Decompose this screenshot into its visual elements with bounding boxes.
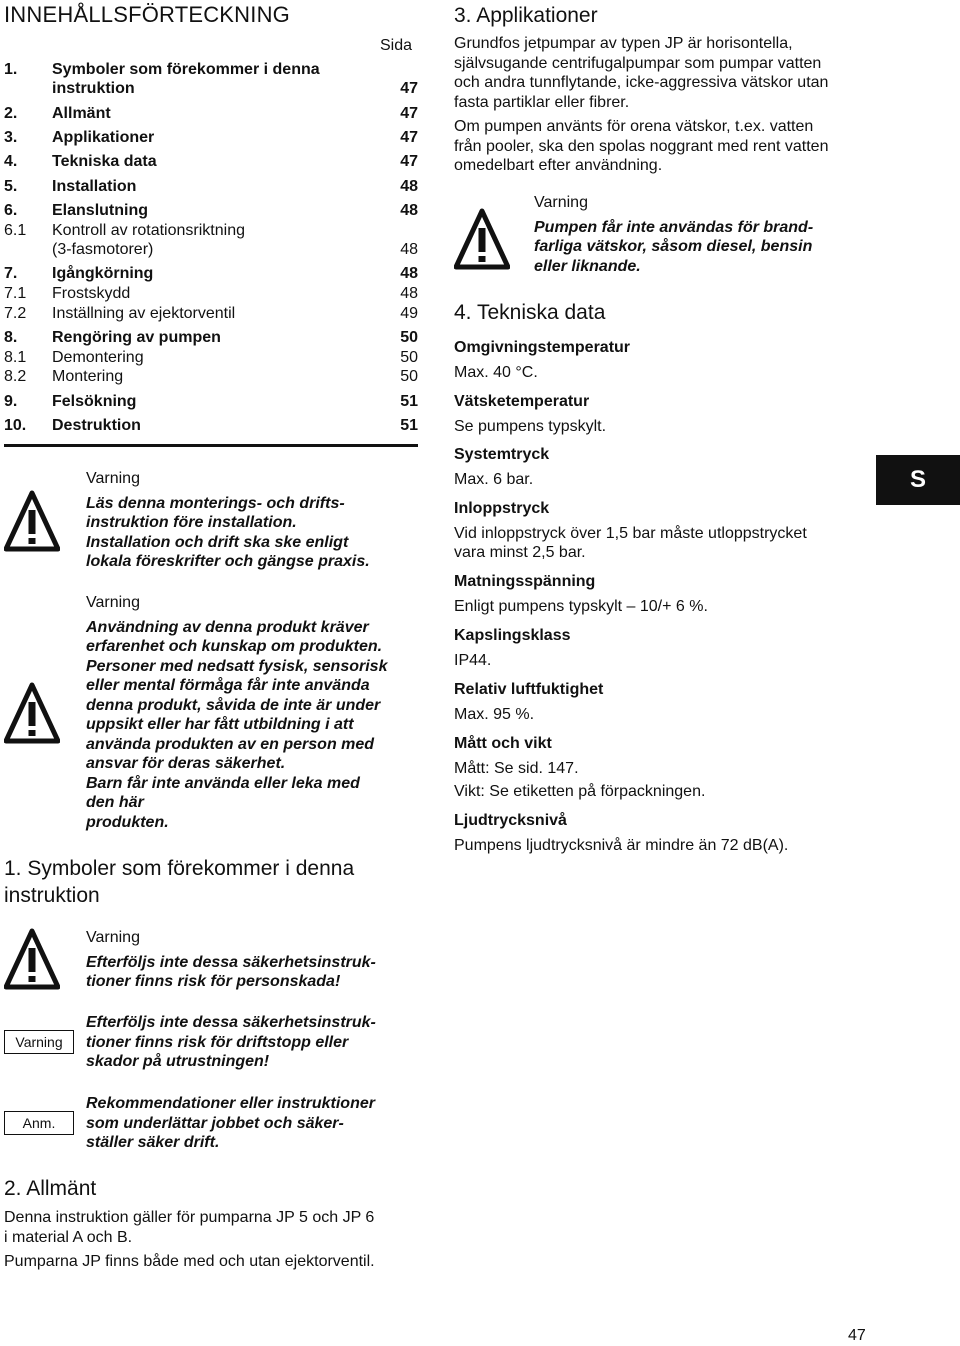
- warning-block-usage: [86, 593, 426, 832]
- symbol-note: [86, 1094, 426, 1153]
- section-3-heading: 3. Applikationer: [454, 4, 598, 27]
- toc-entry-title: Tekniska data: [52, 153, 157, 170]
- warning-triangle-icon: [4, 682, 60, 744]
- technical-data-value: Enligt pumpens typskylt – 10/+ 6 %.: [454, 597, 708, 615]
- toc-entry-page: 51: [400, 393, 418, 410]
- toc-entry-num: 8.1: [4, 349, 27, 366]
- warning-text: Läs denna monterings- och drifts- instruktion före installation. Installation och drift ska ske enligt lokala föreskrifter och gängse praxis.: [86, 494, 370, 570]
- toc-entry-title: Igångkörning: [52, 265, 154, 282]
- technical-data-title: Ljudtrycksnivå: [454, 812, 567, 829]
- technical-data-item: [454, 392, 874, 436]
- toc-entry-num: 5.: [4, 178, 18, 195]
- toc-entry-title: Montering: [52, 368, 124, 385]
- toc-entry-num: 8.2: [4, 368, 27, 385]
- technical-data-value: Mått: Se sid. 147.: [454, 759, 579, 777]
- toc-entry-title: Elanslutning: [52, 202, 148, 219]
- page-number: 47: [848, 1327, 866, 1344]
- technical-data-value: Vikt: Se etiketten på förpackningen.: [454, 783, 706, 800]
- toc-entry-page: 48: [400, 265, 418, 282]
- symbol-warning-personal-injury: [86, 928, 426, 992]
- toc-entry-num: 7.2: [4, 305, 27, 322]
- warning-label: Varning: [86, 470, 140, 487]
- toc-entry-num: 7.: [4, 265, 18, 282]
- toc-entry-title: Inställning av ejektorventil: [52, 305, 236, 322]
- technical-data-value: Vid inloppstryck över 1,5 bar måste utloppstrycket vara minst 2,5 bar.: [454, 524, 807, 561]
- toc-entry-num: 9.: [4, 393, 18, 410]
- warning-block-flammable: [534, 193, 874, 276]
- note-text: Rekommendationer eller instruktioner som underlättar jobbet och säker- ställer säker drift.: [86, 1095, 375, 1151]
- toc-entry-title: Kontroll av rotationsriktning: [52, 222, 245, 239]
- toc-entry-num: 8.: [4, 329, 18, 346]
- toc-entry-num: 6.1: [4, 222, 27, 239]
- warning-triangle-icon: [4, 928, 60, 990]
- toc-entry-title: (3-fasmotorer): [52, 241, 154, 258]
- warning-label: Varning: [86, 929, 140, 946]
- toc-entry-num: 3.: [4, 129, 18, 146]
- technical-data-title: Matningsspänning: [454, 573, 596, 590]
- toc-entry-num: 1.: [4, 61, 18, 78]
- warning-block-installation: [86, 469, 426, 572]
- technical-data-title: Omgivningstemperatur: [454, 339, 631, 356]
- toc-entry-num: 7.1: [4, 285, 27, 302]
- technical-data-value: Max. 6 bar.: [454, 470, 534, 488]
- section-2-paragraph-2: Pumparna JP finns både med och utan ejektorventil.: [4, 1253, 375, 1270]
- warning-text: Användning av denna produkt kräver erfarenhet och kunskap om produkten. Personer med nedsatt fysisk, sensorisk eller mental förmåga får inte använda denna produkt, såvida de inte är under uppsikt eller har fått utbildning i att använda produkten av en person med ansvar för deras säkerhet. Barn får inte använda eller leka med den här produkten.: [86, 618, 388, 831]
- section-3-paragraph-2: Om pumpen använts för orena vätskor, t.ex. vatten från pooler, ska den spolas noggrant med rent vatten omedelbart efter användning.: [454, 118, 829, 174]
- technical-data-title: Inloppstryck: [454, 500, 550, 517]
- toc-entry-num: 2.: [4, 105, 18, 122]
- toc-entry-title: Felsökning: [52, 393, 137, 410]
- warning-text: Efterföljs inte dessa säkerhetsinstruk- tioner finns risk för personskada!: [86, 953, 376, 990]
- technical-data-item: [454, 338, 874, 382]
- technical-data-item: [454, 680, 874, 724]
- technical-data-title: Relativ luftfuktighet: [454, 681, 604, 698]
- technical-data-title: Kapslingsklass: [454, 627, 571, 644]
- section-4-heading: 4. Tekniska data: [454, 301, 606, 324]
- toc-entry-page: 51: [400, 417, 418, 434]
- toc-entry-title: Allmänt: [52, 105, 111, 122]
- language-tab-s: S: [876, 455, 960, 505]
- toc-entry-page: 48: [400, 241, 418, 258]
- warning-label: Varning: [534, 194, 588, 211]
- toc-entry-page: 50: [400, 368, 418, 385]
- toc-entry-title: Destruktion: [52, 417, 141, 434]
- toc-entry-num: 6.: [4, 202, 18, 219]
- technical-data-item: [454, 626, 874, 670]
- varning-box-symbol: Varning: [4, 1030, 74, 1054]
- toc-entry-page: 48: [400, 202, 418, 219]
- section-1-heading: 1. Symboler som förekommer i denna instruktion: [4, 857, 355, 907]
- toc-entry-page: 50: [400, 329, 418, 346]
- warning-label: Varning: [86, 594, 140, 611]
- toc-divider: [4, 444, 418, 447]
- technical-data-title: Mått och vikt: [454, 735, 552, 752]
- toc-entry-page: 47: [400, 153, 418, 170]
- toc-entry-title: Applikationer: [52, 129, 155, 146]
- toc-entry-num: 10.: [4, 417, 27, 434]
- section-2-paragraph-1: Denna instruktion gäller för pumparna JP 5 och JP 6 i material A och B.: [4, 1209, 375, 1246]
- toc-entry-page: 48: [400, 285, 418, 302]
- technical-data-item: [454, 445, 874, 489]
- technical-data-value: Pumpens ljudtrycksnivå är mindre än 72 dB(A).: [454, 836, 789, 854]
- technical-data-title: Systemtryck: [454, 446, 550, 463]
- warning-triangle-icon: [454, 208, 510, 270]
- section-2-heading: 2. Allmänt: [4, 1177, 97, 1200]
- technical-data-item: [454, 499, 874, 563]
- toc-entry-title: instruktion: [52, 80, 135, 97]
- section-3-paragraph-1: Grundfos jetpumpar av typen JP är horisontella, självsugande centrifugalpumpar som pumpar vatten och andra tunnflytande, icke-aggressiva vätskor utan fasta partiklar eller fibrer.: [454, 35, 829, 111]
- technical-data-item: [454, 734, 874, 802]
- toc-entry-title: Installation: [52, 178, 137, 195]
- technical-data-value: IP44.: [454, 651, 492, 669]
- toc-entry-num: 4.: [4, 153, 18, 170]
- technical-data-title: Vätsketemperatur: [454, 393, 590, 410]
- technical-data-value: Max. 40 °C.: [454, 363, 538, 381]
- warning-text: Efterföljs inte dessa säkerhetsinstruk- tioner finns risk för driftstopp eller skador på utrustningen!: [86, 1014, 376, 1070]
- toc-entry-page: 47: [400, 129, 418, 146]
- toc-page-column-label: Sida: [380, 37, 413, 54]
- toc-entry-page: 48: [400, 178, 418, 195]
- toc-entry-page: 50: [400, 349, 418, 366]
- toc-entry-title: Rengöring av pumpen: [52, 329, 221, 346]
- technical-data-value: Max. 95 %.: [454, 705, 535, 723]
- technical-data-value: Se pumpens typskylt.: [454, 417, 607, 435]
- warning-triangle-icon: [4, 490, 60, 552]
- warning-text: Pumpen får inte användas för brand- farliga vätskor, såsom diesel, bensin eller liknande.: [534, 218, 814, 275]
- technical-data-item: [454, 572, 874, 616]
- toc-entry-page: 47: [400, 105, 418, 122]
- toc-entry-page: 49: [400, 305, 418, 322]
- technical-data-item: [454, 811, 874, 855]
- toc-entry-page: 47: [400, 80, 418, 97]
- symbol-warning-equipment-damage: [86, 1013, 426, 1072]
- toc-entry-title: Demontering: [52, 349, 144, 366]
- toc-title: INNEHÅLLSFÖRTECKNING: [4, 2, 290, 27]
- toc-entry-title: Frostskydd: [52, 285, 131, 302]
- anm-box-symbol: Anm.: [4, 1111, 74, 1135]
- toc-entry-title: Symboler som förekommer i denna: [52, 61, 320, 78]
